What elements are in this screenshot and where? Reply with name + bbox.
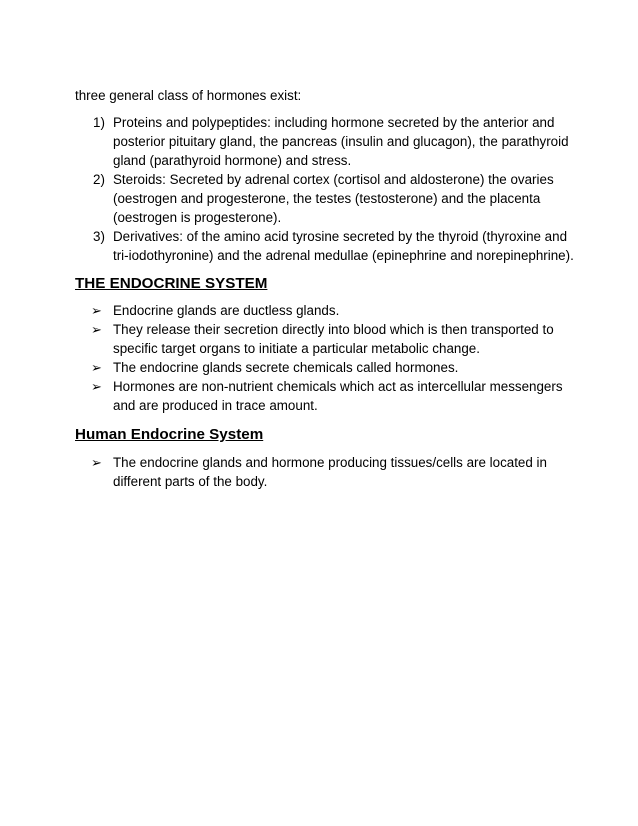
list-item [75, 453, 575, 491]
page-content [75, 86, 575, 491]
arrow-bullet-icon: ➢ [91, 322, 102, 337]
arrow-bullet-icon: ➢ [91, 360, 102, 375]
list-item [75, 358, 575, 377]
list-item [75, 170, 575, 227]
list-number: 2) [93, 172, 105, 187]
list-item-text: They release their secretion directly into blood which is then transported to specific target organs to initiate a particular metabolic change. [113, 322, 554, 356]
list-number: 1) [93, 115, 105, 130]
human-endocrine-system-bullets [75, 453, 575, 491]
list-item-text: Steroids: Secreted by adrenal cortex (cortisol and aldosterone) the ovaries (oestrogen and progesterone, the testes (testosterone) and the placenta (oestrogen is progesterone). [113, 172, 554, 225]
arrow-bullet-icon: ➢ [91, 303, 102, 318]
section-heading-endocrine-system: THE ENDOCRINE SYSTEM [75, 275, 268, 292]
hormone-classes-list [75, 113, 575, 265]
list-item [75, 113, 575, 170]
arrow-bullet-icon: ➢ [91, 455, 102, 470]
list-item-text: The endocrine glands and hormone producing tissues/cells are located in different parts of the body. [113, 455, 547, 489]
list-item-text: Derivatives: of the amino acid tyrosine secreted by the thyroid (thyroxine and tri-iodothyronine) and the adrenal medullae (epinephrine and norepinephrine). [113, 229, 574, 263]
endocrine-system-bullets [75, 301, 575, 415]
arrow-bullet-icon: ➢ [91, 379, 102, 394]
list-number: 3) [93, 229, 105, 244]
list-item [75, 227, 575, 265]
list-item-text: The endocrine glands secrete chemicals called hormones. [113, 360, 459, 375]
list-item [75, 320, 575, 358]
section-heading-human-endocrine-system: Human Endocrine System [75, 426, 264, 443]
list-item-text: Hormones are non-nutrient chemicals which act as intercellular messengers and are produced in trace amount. [113, 379, 563, 413]
intro-text: three general class of hormones exist: [75, 88, 302, 103]
list-item-text: Endocrine glands are ductless glands. [113, 303, 340, 318]
list-item [75, 301, 575, 320]
list-item-text: Proteins and polypeptides: including hormone secreted by the anterior and posterior pituitary gland, the pancreas (insulin and glucagon), the parathyroid gland (parathyroid hormone) and stress. [113, 115, 569, 168]
list-item [75, 377, 575, 415]
